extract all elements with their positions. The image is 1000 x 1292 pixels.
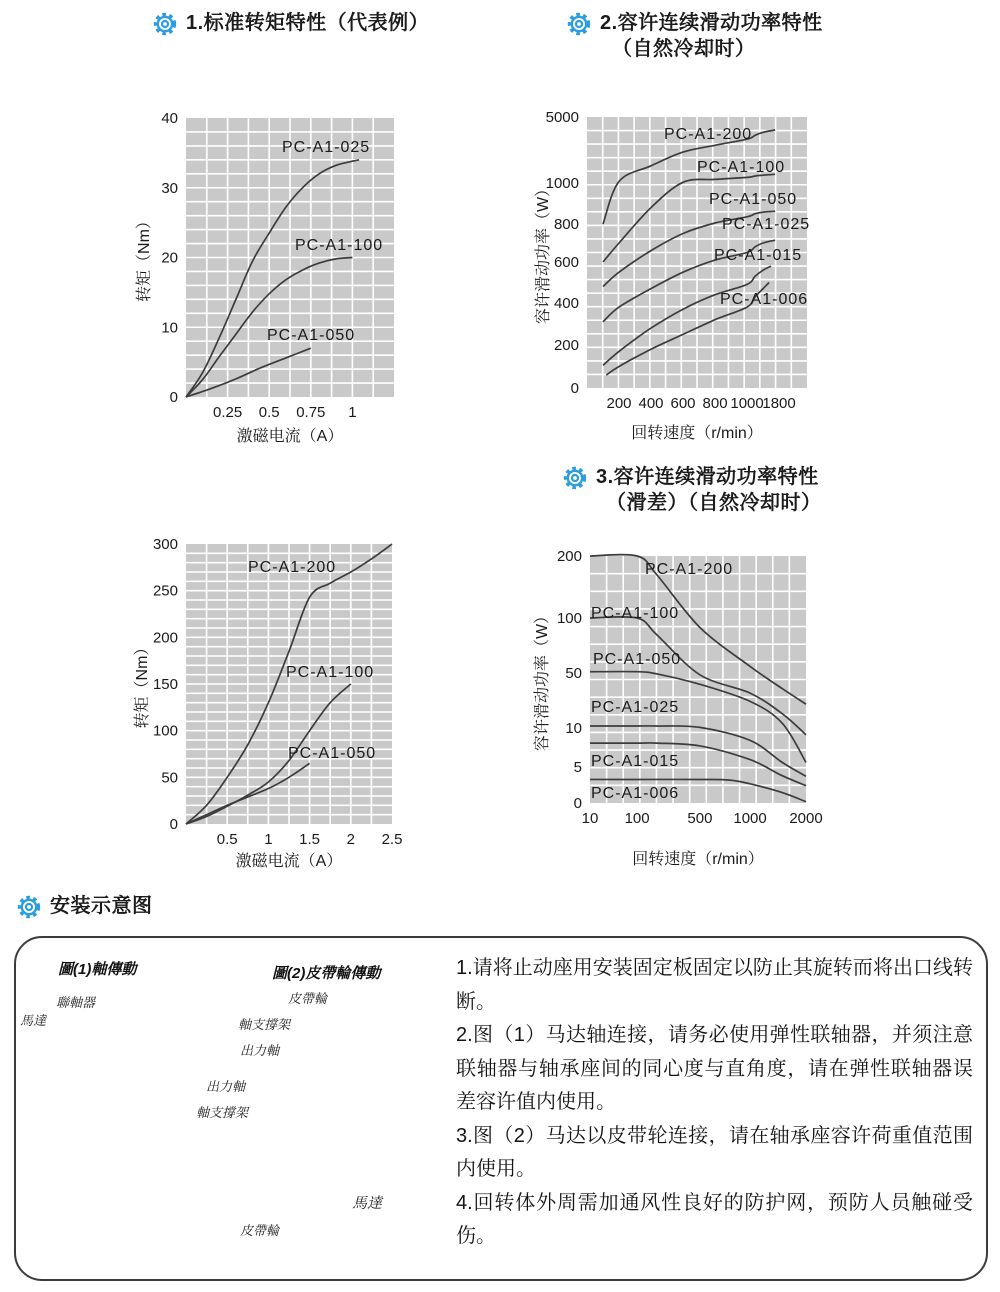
svg-text:0.5: 0.5 (216, 831, 238, 848)
svg-text:1: 1 (348, 404, 357, 421)
chart-1 (135, 110, 394, 445)
svg-text:5000: 5000 (545, 109, 579, 126)
svg-text:容许滑动功率（W）: 容许滑动功率（W） (535, 180, 552, 325)
svg-text:1000: 1000 (730, 395, 764, 412)
svg-text:0.5: 0.5 (258, 404, 280, 421)
svg-text:1000: 1000 (733, 810, 767, 827)
svg-text:5: 5 (573, 758, 582, 776)
svg-text:转矩（Nm）: 转矩（Nm） (134, 639, 151, 729)
svg-text:300: 300 (152, 536, 178, 553)
svg-text:150: 150 (152, 676, 178, 693)
section-title-line1: 2.容许连续滑动功率特性 (600, 12, 823, 34)
figure1-caption: 圖(1)軸傳動 (58, 961, 137, 978)
note-2: 2.图（1）马达轴连接，请务必使用弹性联轴器，并须注意联轴器与轴承座间的同心度与直角度，请在弹性联轴器误差容许值内使用。 (456, 1024, 973, 1113)
svg-text:100: 100 (152, 722, 178, 740)
svg-text:0.75: 0.75 (296, 404, 326, 421)
chart-2 (534, 109, 810, 442)
section-title-line2: （滑差）（自然冷却时） (606, 492, 822, 514)
svg-text:400: 400 (553, 294, 579, 312)
svg-text:容许滑动功率（W）: 容许滑动功率（W） (534, 607, 551, 752)
svg-text:PC-A1-025: PC-A1-025 (722, 216, 811, 233)
note-1: 1.请将止动座用安装固定板固定以防止其旋转而将出口线转断。 (456, 957, 973, 1013)
figure1-label-output-shaft: 出力軸 (206, 1079, 246, 1094)
svg-text:0.25: 0.25 (212, 404, 243, 421)
svg-text:0: 0 (169, 816, 178, 833)
svg-text:PC-A1-050: PC-A1-050 (267, 327, 356, 344)
svg-text:PC-A1-025: PC-A1-025 (282, 139, 371, 156)
svg-text:400: 400 (638, 395, 664, 412)
svg-text:2000: 2000 (789, 810, 823, 827)
svg-text:600: 600 (553, 253, 579, 271)
figure2-label-motor: 馬達 (352, 1195, 383, 1212)
svg-text:1.5: 1.5 (299, 831, 321, 848)
svg-text:PC-A1-050: PC-A1-050 (709, 191, 798, 208)
svg-text:200: 200 (556, 548, 582, 565)
svg-text:1000: 1000 (545, 174, 579, 192)
svg-text:PC-A1-100: PC-A1-100 (697, 159, 786, 176)
svg-text:0: 0 (169, 389, 178, 406)
section-title-line1: 3.容许连续滑动功率特性 (596, 466, 819, 488)
section-header-3 (562, 464, 822, 516)
svg-text:250: 250 (152, 582, 178, 600)
svg-text:PC-A1-200: PC-A1-200 (248, 559, 337, 576)
chart-4 (533, 548, 823, 868)
section-title: 1.标准转矩特性（代表例） (186, 12, 430, 34)
svg-text:40: 40 (161, 110, 178, 127)
svg-text:800: 800 (553, 216, 579, 234)
section-header-2 (566, 10, 823, 62)
svg-text:转矩（Nm）: 转矩（Nm） (136, 213, 153, 302)
svg-text:PC-A1-200: PC-A1-200 (645, 561, 734, 578)
section-header-install (16, 893, 153, 920)
note-4: 4.回转体外周需加通风性良好的防护网，预防人员触碰受伤。 (456, 1191, 973, 1247)
gear-icon (566, 11, 592, 37)
svg-text:1: 1 (264, 831, 273, 848)
svg-text:100: 100 (624, 810, 650, 827)
figure1-label-motor: 馬達 (20, 1013, 47, 1028)
svg-text:回转速度（r/min）: 回转速度（r/min） (631, 425, 763, 442)
gear-icon (562, 465, 588, 491)
gear-icon (152, 11, 178, 37)
svg-text:激磁电流（A）: 激磁电流（A） (236, 428, 344, 445)
svg-text:PC-A1-100: PC-A1-100 (295, 237, 384, 254)
svg-text:200: 200 (152, 629, 178, 647)
svg-text:200: 200 (553, 336, 579, 354)
svg-text:PC-A1-100: PC-A1-100 (591, 605, 680, 622)
section-title: 安装示意图 (50, 895, 153, 917)
figure1-label-shaft-support: 軸支撐架 (196, 1105, 249, 1120)
svg-text:50: 50 (161, 769, 178, 787)
svg-text:30: 30 (161, 179, 178, 197)
svg-text:激磁电流（A）: 激磁电流（A） (235, 853, 343, 870)
svg-text:10: 10 (565, 719, 582, 737)
svg-text:PC-A1-200: PC-A1-200 (664, 126, 753, 143)
figure2-label-pulley-top: 皮帶輪 (288, 991, 328, 1006)
svg-text:10: 10 (581, 810, 599, 827)
svg-text:200: 200 (606, 395, 632, 412)
svg-text:100: 100 (556, 609, 582, 627)
svg-text:800: 800 (702, 395, 728, 412)
svg-text:1800: 1800 (762, 395, 796, 412)
svg-text:回转速度（r/min）: 回转速度（r/min） (632, 851, 764, 868)
svg-text:PC-A1-050: PC-A1-050 (288, 745, 377, 762)
svg-text:500: 500 (687, 810, 713, 827)
svg-text:PC-A1-050: PC-A1-050 (593, 651, 682, 668)
svg-text:2.5: 2.5 (381, 831, 403, 848)
gear-icon (16, 894, 42, 920)
figure2-label-output-shaft: 出力軸 (240, 1043, 280, 1058)
svg-text:2: 2 (346, 831, 355, 848)
svg-text:PC-A1-025: PC-A1-025 (591, 699, 680, 716)
figure2-label-shaft-support: 軸支撐架 (238, 1017, 291, 1032)
chart-3 (133, 536, 402, 870)
svg-text:PC-A1-006: PC-A1-006 (591, 785, 680, 802)
svg-text:PC-A1-006: PC-A1-006 (720, 291, 809, 308)
svg-text:20: 20 (161, 249, 178, 267)
svg-text:0: 0 (570, 380, 579, 397)
svg-text:10: 10 (161, 319, 178, 337)
svg-text:0: 0 (573, 795, 582, 812)
svg-text:PC-A1-015: PC-A1-015 (591, 753, 680, 770)
svg-text:PC-A1-100: PC-A1-100 (286, 664, 375, 681)
svg-text:PC-A1-015: PC-A1-015 (714, 247, 803, 264)
figure2-caption: 圖(2)皮帶輪傳動 (272, 965, 381, 982)
figure2-label-pulley-bottom: 皮帶輪 (240, 1223, 280, 1238)
section-header-1 (152, 10, 429, 37)
section-title-line2: （自然冷却时） (612, 38, 756, 60)
note-3: 3.图（2）马达以皮带轮连接，请在轴承座容许荷重值范围内使用。 (456, 1124, 973, 1180)
installation-notes (456, 952, 973, 1254)
svg-text:50: 50 (565, 665, 582, 683)
svg-text:600: 600 (670, 395, 696, 412)
figure1-label-coupling: 聯軸器 (56, 995, 96, 1010)
